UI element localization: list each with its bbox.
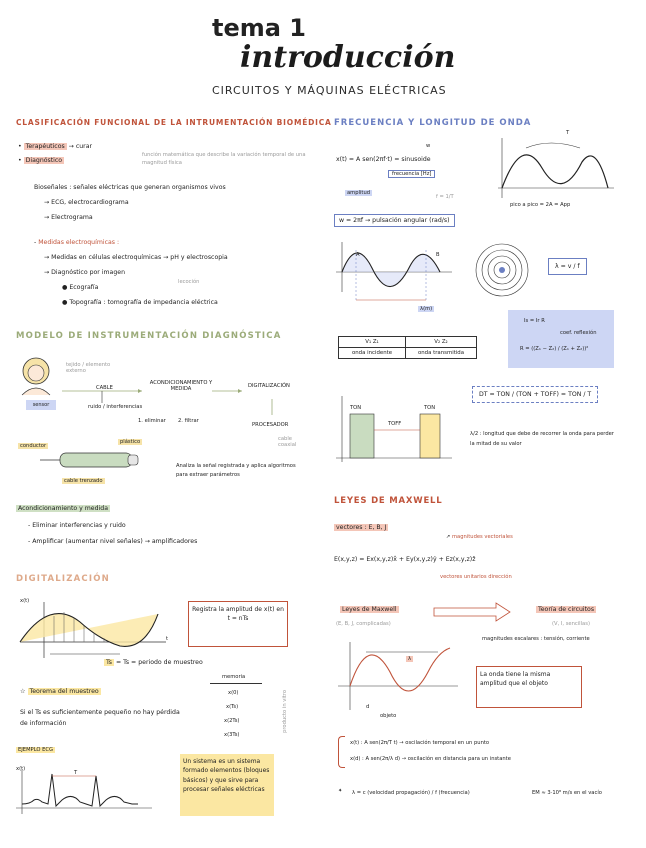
ejemplo-label: EJEMPLO ECG (18, 747, 54, 753)
e-eq: E(x,y,z) = Ex(x,y,z)x̂ + Ey(x,y,z)ŷ + Ez(x,y,z)ẑ (334, 556, 476, 563)
table-h1: V₁ Z₁ (339, 337, 406, 348)
sin-eq: x(t) = A sen(2πf·t) = sinusoide (336, 156, 431, 163)
ecg-item: → ECG, electrocardiograma (44, 199, 129, 206)
onda-note: La onda tiene la misma amplitud que el objeto (476, 666, 582, 708)
dig-t: t (166, 636, 169, 642)
ecg-xt: x(t) (16, 766, 26, 772)
table-c1: onda incidente (339, 348, 406, 359)
R-eq: R = ((Z₁ − Z₂) / (Z₁ + Z₂))² (520, 346, 589, 352)
mem-2: x(2Ts) (224, 718, 240, 724)
magnitudes-vec-label: ↗ magnitudes vectoriales (446, 534, 513, 540)
tema-label: tema 1 (212, 14, 306, 42)
ecg-T: T (74, 770, 78, 776)
dt-eq-box: DT = TON / (TON + TOFF) = TON / T (472, 386, 598, 403)
amplitud-label: amplitud (347, 190, 371, 196)
mem-1: x(Ts) (226, 704, 239, 710)
table-c2: onda transmitida (406, 348, 477, 359)
cable-coaxial-note: cable coaxial (278, 436, 297, 448)
ecg-chart (16, 770, 156, 820)
maxwell-wave-chart (338, 642, 462, 714)
cable-trenzado-label: cable trenzado (64, 478, 103, 484)
sine-chart (498, 138, 618, 204)
ton2-label: TON (424, 405, 436, 411)
cable-label: CABLE (96, 385, 113, 391)
registra-box: Registra la amplitud de x(t) en t = nTs (188, 601, 288, 647)
vectores-label: vectores : E, B, J (336, 524, 387, 531)
mem-3: x(3Ts) (224, 732, 240, 738)
tejido-note: tejido / elemento externo (66, 362, 111, 374)
em-label: EM ≈ 3·10⁸ m/s en el vacío (532, 790, 602, 796)
brace (338, 736, 345, 768)
big-arrow-icon (434, 602, 514, 622)
acond-heading: Acondicionamiento y medida (18, 505, 108, 512)
medidas-arrow: → Medidas en células electroquímicas → pH y electroscopia (44, 254, 228, 261)
circles-icon (472, 240, 532, 300)
si-ts-note: Si el Ts es suficientemente pequeño no hay pérdida de información (20, 709, 180, 728)
wave-table (338, 336, 477, 359)
ts-label: Ts = Ts = periodo de muestreo (106, 659, 203, 666)
heading-modelo: MODELO DE INSTRUMENTACIÓN DIAGNÓSTICA (16, 331, 282, 341)
cable-drawing-icon (40, 450, 150, 480)
w-label: w (426, 143, 431, 149)
lambda-mw: λ (408, 656, 412, 662)
heading-clasificacion: CLASIFICACIÓN FUNCIONAL DE LA INTRUMENTACIÓN BIOMÉDICA (16, 118, 332, 127)
objeto-label: objeto (380, 713, 397, 719)
dig-xt: x(t) (20, 598, 30, 604)
diag-imagen: → Diagnóstico por imagen (44, 269, 126, 276)
table-h2: V₂ Z₂ (406, 337, 477, 348)
sensor-label: sensor (26, 400, 56, 410)
sparkle-icon: ✦ (338, 788, 343, 794)
leyes-sub: (E, B, J, complicadas) (336, 621, 391, 627)
A-label: A (356, 252, 360, 258)
T-label: T (566, 130, 570, 136)
sensor-person-icon (18, 355, 58, 405)
eliminar-label: 1. eliminar (138, 418, 166, 424)
funcion-note: función matemática que describe la variación temporal de una magnitud física (142, 152, 306, 166)
bioseñales-item: Bioseñales : señales eléctricas que generan organismos vivos (34, 184, 226, 191)
magnitudes-esc: magnitudes escalares : tensión, corriente (482, 636, 590, 642)
f-eq: f = 1/T (436, 194, 454, 200)
B-label: B (436, 252, 440, 258)
ton-label: TON (350, 405, 362, 411)
heading-digitalizacion: DIGITALIZACIÓN (16, 574, 110, 584)
vectores-unit: vectores unitarios dirección (440, 574, 512, 580)
filtrar-label: 2. filtrar (178, 418, 199, 424)
ruido-label: ruido / interferencias (88, 404, 143, 410)
medidas-item: - Medidas electroquímicas : (34, 239, 120, 246)
impedance-label: Is = Ir R (524, 318, 545, 324)
heading-frecuencia: FRECUENCIA Y LONGITUD DE ONDA (334, 118, 532, 128)
eeg-item: → Electrograma (44, 214, 93, 221)
side-note: producto in vitro (282, 690, 288, 733)
d-label: d (366, 704, 370, 710)
leyes-label: Leyes de Maxwell (342, 606, 397, 613)
digitalizacion-label: DIGITALIZACIÓN (248, 383, 290, 389)
lecocion-note: lecoción (178, 279, 200, 285)
procesador-label: PROCESADOR (252, 422, 289, 428)
sampling-chart (20, 600, 170, 662)
frecuencia-label: frecuencia [Hz] (388, 171, 435, 177)
plastico-label: plástico (120, 439, 141, 445)
teorema-label: ☆ Teorema del muestreo (20, 688, 99, 695)
lambda-eq-box: λ = v / f (548, 258, 587, 275)
tomografia-item: ● Topografía : tomografía de impedancia eléctrica (62, 299, 218, 306)
memoria-divider (210, 683, 262, 684)
memoria-label: memoria (222, 674, 246, 680)
page-subtitle: CIRCUITOS Y MÁQUINAS ELÉCTRICAS (212, 84, 447, 97)
eliminar-item: - Eliminar interferencias y ruido (28, 522, 126, 529)
mem-0: x(0) (228, 690, 239, 696)
teoria-sub: (V, I, sencillas) (552, 621, 590, 627)
page-title: introducción (240, 40, 456, 75)
conductor-label: conductor (20, 443, 47, 449)
sistema-note: Un sistema es un sistema formado elementos (bloques básicos) y que sirve para procesar señales eléctricas (180, 754, 274, 816)
lambda-label: λ(m) (420, 306, 433, 312)
xd-eq: x(d) : A sen(2π/λ d) → oscilación en distancia para un instante (350, 756, 511, 762)
xt-eq: x(t) : A sen(2π/T t) → oscilación temporal en un punto (350, 740, 490, 746)
acond-label: ACONDICIONAMIENTO Y MEDIDA (149, 380, 213, 392)
teoria-label: Teoría de circuitos (538, 606, 595, 613)
ecografia-item: ● Ecografía (62, 284, 99, 291)
longitud-note: λ/2 : longitud que debe de recorrer la onda para perder la mitad de su valor (470, 431, 614, 447)
w-eq-box: w = 2πf → pulsación angular (rad/s) (334, 214, 455, 227)
pico-label: pico a pico = 2A = App (510, 202, 571, 208)
coef-label: coef. reflexión (560, 330, 597, 336)
toff-label: TOFF (388, 421, 402, 427)
heading-maxwell: LEYES DE MAXWELL (334, 496, 443, 506)
lambda-c-eq: λ = c (velocidad propagación) / f (frecuencia) (352, 790, 470, 796)
amplificar-item: - Amplificar (aumentar nivel señales) → amplificadores (28, 538, 198, 545)
terapeuticos-item: • Terapéuticos → curar (18, 143, 93, 150)
diagnostico-item: • Diagnóstico (18, 157, 63, 164)
analiza-note: Analiza la señal registrada y aplica algoritmos para extraer parámetros (176, 463, 296, 478)
